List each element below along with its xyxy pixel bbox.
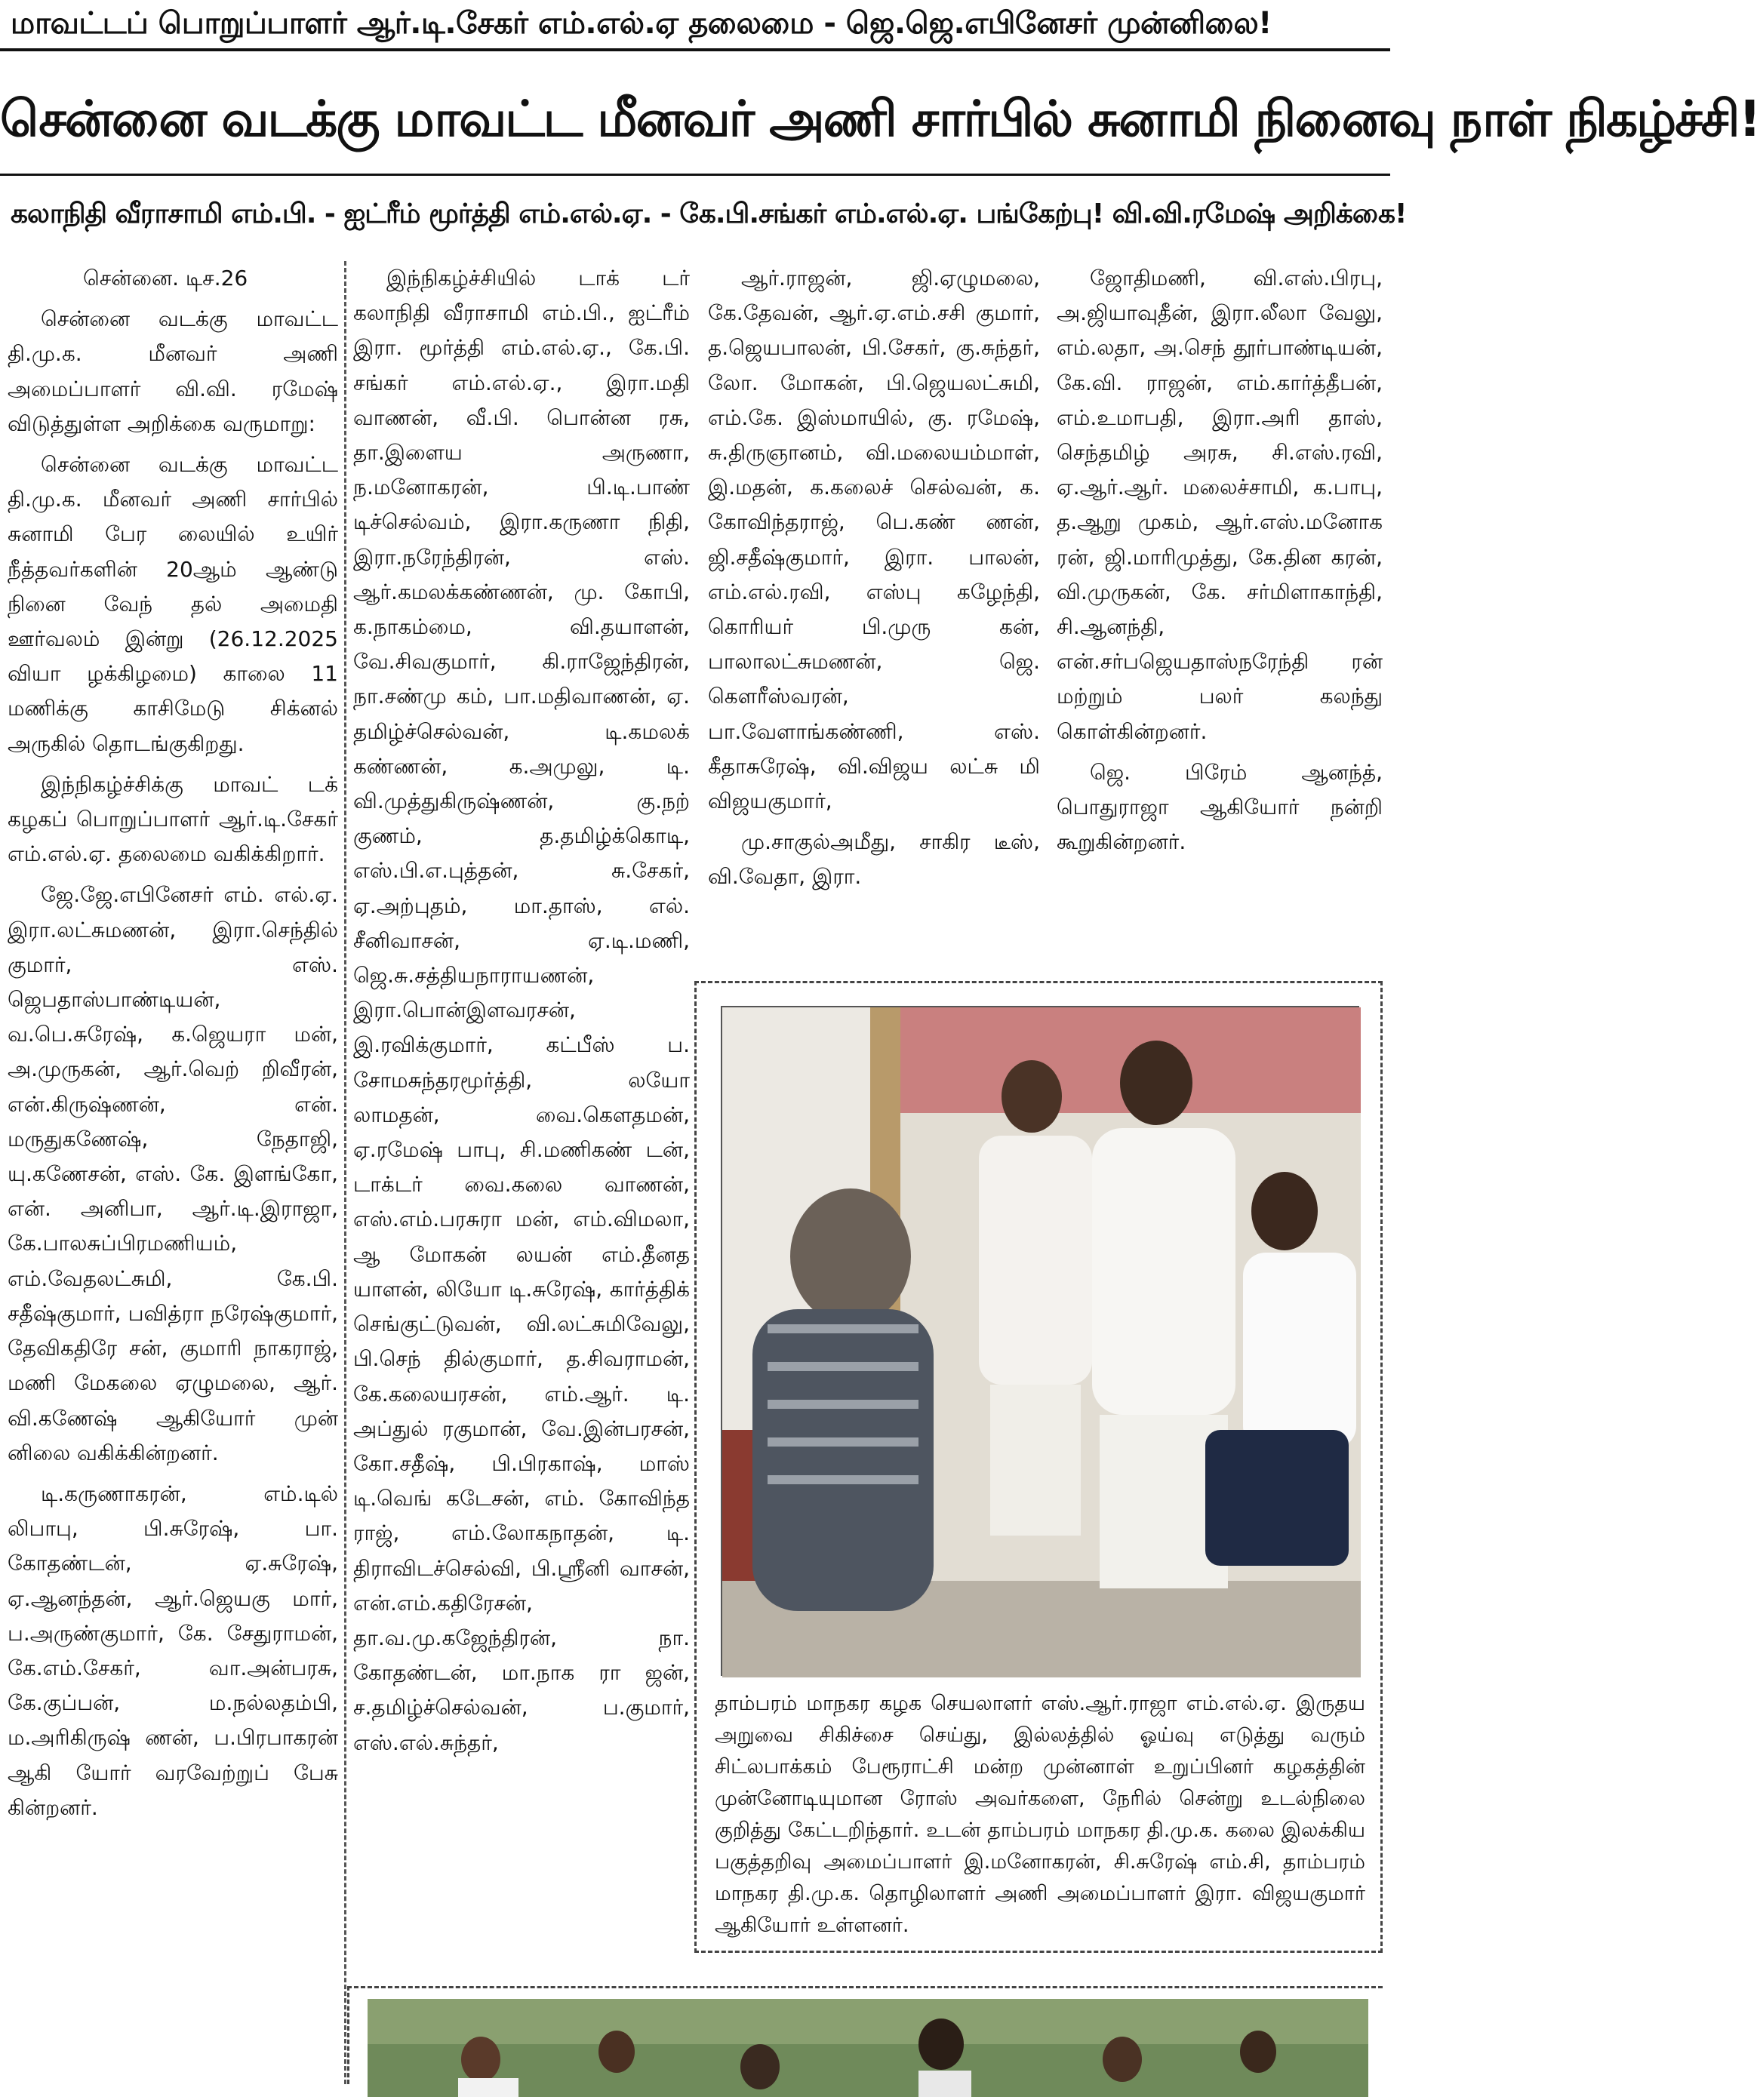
second-news-photo (368, 1999, 1368, 2097)
main-headline: சென்னை வடக்கு மாவட்ட மீனவர் அணி சார்பில் சுனாமி நினைவு நாள் நிகழ்ச்சி! (0, 90, 1760, 148)
paragraph: மு.சாகுல்அமீது, சாகிர டீஸ், வி.வேதா, இரா. (708, 829, 1040, 890)
kicker-headline: மாவட்டப் பொறுப்பாளர் ஆர்.டி.சேகர் எம்.எல்.ஏ தலைமை - ஜெ.ஜெ.எபினேசர் முன்னிலை! (11, 6, 1272, 41)
paragraph: சென்னை வடக்கு மாவட்ட தி.மு.க. மீனவர் அணி அமைப்பாளர் வி.வி. ரமேஷ் விடுத்துள்ள அறிக்கை வருமாறு: (8, 306, 338, 436)
article-column-1 (8, 261, 338, 2084)
news-photo-box (694, 981, 1383, 1953)
paragraph: இந்நிகழ்ச்சிக்கு மாவட் டக் கழகப் பொறுப்பாளர் ஆர்.டி.சேகர் எம்.எல்.ஏ. தலைமை வகிக்கிறார். (8, 771, 338, 867)
dateline: சென்னை. டிச.26 (83, 266, 248, 291)
top-rule (0, 48, 1390, 51)
paragraph: டி.கருணாகரன், எம்.டில் லிபாபு, பி.சுரேஷ், பா. கோதண்டன், ஏ.சுரேஷ், ஏ.ஆனந்தன், ஆர்.ஜெயகு மார், ப.அருண்குமார், கே. சேதுராமன், கே.எம்.சேகர், வா.அன்பரசு, கே.குப்பன், ம.நல்லதம்பி, ம.அரிகிருஷ் ணன், ப.பிரபாகரன் ஆகி யோர் வரவேற்றுப் பேசு கின்றனர். (8, 1480, 338, 1820)
photo-caption: தாம்பரம் மாநகர கழக செயலாளர் எஸ்.ஆர்.ராஜா எம்.எல்.ஏ. இருதய அறுவை சிகிச்சை செய்து, இல்லத்தில் ஓய்வு எடுத்து வரும் சிட்லபாக்கம் பேரூராட்சி மன்ற முன்னாள் உறுப்பினர் கழகத்தின் முன்னோடியுமான ரோஸ் அவர்களை, நேரில் சென்று உடல்நிலை குறித்து கேட்டறிந்தார். உடன் தாம்பரம் மாநகர தி.மு.க. கலை இலக்கிய பகுத்தறிவு அமைப்பாளர் இ.மனோகரன், சி.சுரேஷ் எம்.சி, தாம்பரம் மாநகர தி.மு.க. தொழிலாளர் அணி அமைப்பாளர் இரா. விஜயகுமார் ஆகியோர் உள்ளனர். (715, 1692, 1365, 1937)
paragraph: ஆர்.ராஜன், ஜி.ஏழுமலை, கே.தேவன், ஆர்.ஏ.எம்.சசி குமார், த.ஜெயபாலன், பி.சேகர், கு.சுந்தர், லோ. மோகன், பி.ஜெயலட்சுமி, எம்.கே. இஸ்மாயில், கு. ரமேஷ், சு.திருஞானம், வி.மலையம்மாள், இ.மதன், க.கலைச் செல்வன், க. கோவிந்தராஜ், பெ.கண் ணன், ஜி.சதீஷ்குமார், இரா. பாலன், எம்.எல்.ரவி, எஸ்பு கழேந்தி, கொரியர் பி.முரு கன், பாலாலட்சுமணன், ஜெ. கௌரீஸ்வரன், பா.வேளாங்கண்ணி, எஸ். கீதாசுரேஷ், வி.விஜய லட்சு மி விஜயகுமார், (708, 266, 1040, 814)
subheadline: கலாநிதி வீராசாமி எம்.பி. - ஐட்ரீம் மூர்த்தி எம்.எல்.ஏ. - கே.பி.சங்கர் எம்.எல்.ஏ. பங்கேற்பு! வி.வி.ரமேஷ் அறிக்கை! (11, 198, 1407, 229)
paragraph: ஜே.ஜே.எபினேசர் எம். எல்.ஏ. இரா.லட்சுமணன், இரா.செந்தில் குமார், எஸ். ஜெபதாஸ்பாண்டியன், வ.பெ.சுரேஷ், க.ஜெயரா மன், அ.முருகன், ஆர்.வெற் றிவீரன், என்.கிருஷ்ணன், என். மருதுகணேஷ், நேதாஜி, யு.கணேசன், எஸ். கே. இளங்கோ, என். அனிபா, ஆர்.டி.இராஜா, கே.பாலசுப்பிரமணியம், எம்.வேதலட்சுமி, கே.பி. சதீஷ்குமார், பவித்ரா நரேஷ்குமார், தேவிகதிரே சன், குமாரி நாகராஜ், மணி மேகலை ஏழுமலை, ஆர். வி.கணேஷ் ஆகியோர் முன் னிலை வகிக்கின்றனர். (8, 882, 338, 1465)
column-divider (344, 261, 346, 2084)
paragraph: ஜெ. பிரேம் ஆனந்த், பொதுராஜா ஆகியோர் நன்றி கூறுகின்றனர். (1057, 759, 1383, 855)
photo-illustration (722, 1007, 1361, 1677)
second-photo-box (347, 1986, 1383, 2084)
paragraph: சென்னை வடக்கு மாவட்ட தி.மு.க. மீனவர் அணி சார்பில் சுனாமி பேர லையில் உயிர் நீத்தவர்களின் 20ஆம் ஆண்டு நினை வேந் தல் அமைதி ஊர்வலம் இன்று (26.12.2025 வியா ழக்கிழமை) காலை 11 மணிக்கு காசிமேடு சிக்னல் அருகில் தொடங்குகிறது. (8, 452, 338, 756)
headline-rule (0, 174, 1390, 176)
paragraph: இந்நிகழ்ச்சியில் டாக் டர் கலாநிதி வீராசாமி எம்.பி., ஐட்ரீம் இரா. மூர்த்தி எம்.எல்.ஏ., கே.பி. சங்கர் எம்.எல்.ஏ., இரா.மதி வாணன், வீ.பி. பொன்ன ரசு, தா.இளைய அருணா, ந.மனோகரன், பி.டி.பாண் டிச்செல்வம், இரா.கருணா நிதி, இரா.நரேந்திரன், எஸ். ஆர்.கமலக்கண்ணன், மு. கோபி, க.நாகம்மை, வி.தயாளன், வே.சிவகுமார், கி.ராஜேந்திரன், நா.சண்மு கம், பா.மதிவாணன், ஏ. தமிழ்ச்செல்வன், டி.கமலக் கண்ணன், க.அமுலு, டி. வி.முத்துகிருஷ்ணன், கு.நற் குணம், த.தமிழ்க்கொடி, எஸ்.பி.எ.புத்தன், சு.சேகர், ஏ.அற்புதம், மா.தாஸ், எல். சீனிவாசன், ஏ.டி.மணி, ஜெ.சு.சத்தியநாராயணன், இரா.பொன்இளவரசன், இ.ரவிக்குமார், கட்பீஸ் ப. சோமசுந்தரமூர்த்தி, லயோ லாமதன், வை.கௌதமன், ஏ.ரமேஷ் பாபு, சி.மணிகண் டன், டாக்டர் வை.கலை வாணன், எஸ்.எம்.பரசுரா மன், எம்.விமலா, ஆ மோகன் லயன் எம்.தீனத யாளன், லியோ டி.சுரேஷ், கார்த்திக் செங்குட்டுவன், வி.லட்சுமிவேலு, பி.செந் தில்குமார், த.சிவராமன், கே.கலையரசன், எம்.ஆர். டி. அப்துல் ரகுமான், வே.இன்பரசன், கோ.சதீஷ், பி.பிரகாஷ், மாஸ் டி.வெங் கடேசன், எம். கோவிந்த ராஜ், எம்.லோகநாதன், டி. திராவிடச்செல்வி, பி.ஸ்ரீனி வாசன், என்.எம்.கதிரேசன், தா.வ.மு.கஜேந்திரன், நா. கோதண்டன், மா.நாக ரா ஜன், ச.தமிழ்ச்செல்வன், ப.குமார், எஸ்.எல்.சுந்தர், (353, 266, 690, 1755)
photo-illustration-2 (368, 1999, 1368, 2097)
news-photo (721, 1006, 1359, 1676)
article-column-3 (708, 261, 1040, 955)
article-column-4 (1057, 261, 1383, 955)
paragraph: ஜோதிமணி, வி.எஸ்.பிரபு, அ.ஜியாவுதீன், இரா.லீலா வேலு, எம்.லதா, அ.செந் தூர்பாண்டியன், கே.வி. ராஜன், எம்.கார்த்தீபன், எம்.உமாபதி, இரா.அரி தாஸ், செந்தமிழ் அரசு, சி.எஸ்.ரவி, ஏ.ஆர்.ஆர். மலைச்சாமி, க.பாபு, த.ஆறு முகம், ஆர்.எஸ்.மனோக ரன், ஜி.மாரிமுத்து, கே.தின கரன், வி.முருகன், கே. சர்மிளாகாந்தி, சி.ஆனந்தி, என்.சர்பஜெயதாஸ்நரேந்தி ரன் மற்றும் பலர் கலந்து கொள்கின்றனர். (1057, 266, 1383, 744)
article-column-2 (353, 261, 690, 2084)
